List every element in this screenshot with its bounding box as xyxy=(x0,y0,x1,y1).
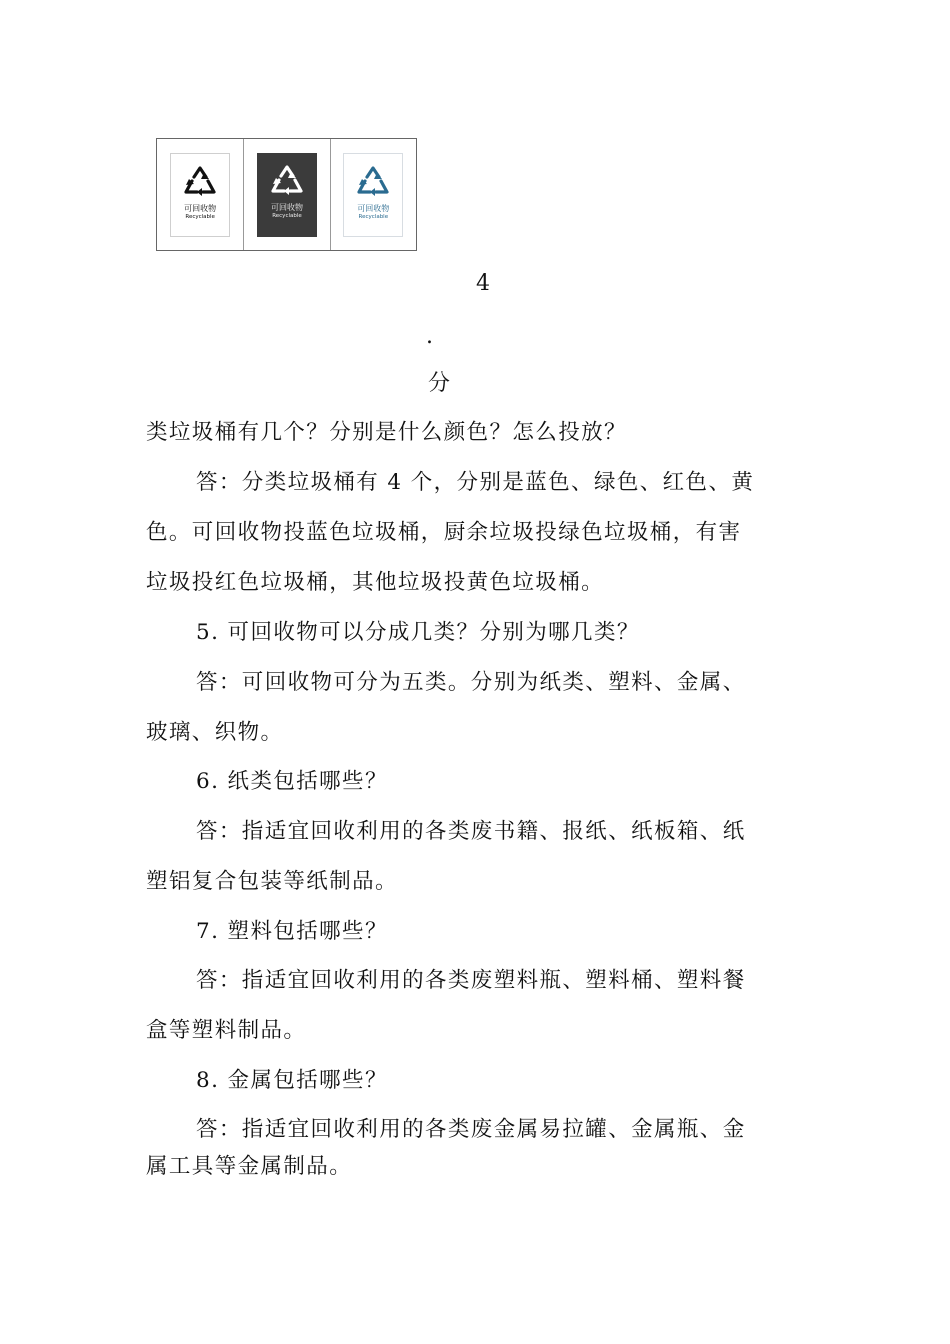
recyclable-card-blue xyxy=(343,153,403,237)
recyclable-label-cn: 可回收物 xyxy=(270,202,303,212)
recyclable-label-en: Recyclable xyxy=(358,213,389,220)
recyclable-card-white xyxy=(170,153,230,237)
question-5-text: 5. 可回收物可以分成几类？分别为哪几类？ xyxy=(196,620,640,645)
recyclable-card-dark xyxy=(257,153,317,237)
question-dot-fragment: . xyxy=(426,324,433,349)
recyclable-label-cn: 可回收物 xyxy=(357,203,390,213)
question-number-fragment: 4 xyxy=(476,271,490,296)
answer-8-line-1: 答：指适宜回收利用的各类废金属易拉罐、金属瓶、金 xyxy=(196,1117,746,1142)
answer-8-line-2: 属工具等金属制品。 xyxy=(146,1154,353,1179)
question-8-text: 8. 金属包括哪些？ xyxy=(196,1068,388,1093)
answer-5-line-2: 玻璃、织物。 xyxy=(146,720,284,745)
answer-7-line-1: 答：指适宜回收利用的各类废塑料瓶、塑料桶、塑料餐 xyxy=(196,968,746,993)
recyclable-icon-cell-dark xyxy=(243,139,329,250)
answer-4-line-1: 答：分类垃圾桶有 4 个，分别是蓝色、绿色、红色、黄 xyxy=(196,470,755,495)
question-7-text: 7. 塑料包括哪些？ xyxy=(196,919,388,944)
answer-6-line-1: 答：指适宜回收利用的各类废书籍、报纸、纸板箱、纸 xyxy=(196,819,746,844)
recyclable-label-cn: 可回收物 xyxy=(184,203,217,213)
recyclable-label-en: Recyclable xyxy=(185,213,215,220)
answer-4-line-3: 垃圾投红色垃圾桶，其他垃圾投黄色垃圾桶。 xyxy=(146,570,605,595)
recycle-icon xyxy=(353,164,393,200)
recyclable-label-en: Recyclable xyxy=(272,212,302,219)
recyclable-icon-cell-white xyxy=(157,139,243,250)
question-char-fragment: 分 xyxy=(428,371,451,396)
recyclable-icon-cell-blue xyxy=(330,139,416,250)
recycle-icon xyxy=(180,164,220,200)
question-6-text: 6. 纸类包括哪些？ xyxy=(196,769,388,794)
recycle-icon xyxy=(267,163,307,199)
answer-7-line-2: 盒等塑料制品。 xyxy=(146,1018,307,1043)
recyclable-icons-image xyxy=(156,138,417,251)
answer-5-line-1: 答：可回收物可分为五类。分别为纸类、塑料、金属、 xyxy=(196,670,746,695)
answer-4-line-2: 色。可回收物投蓝色垃圾桶，厨余垃圾投绿色垃圾桶，有害 xyxy=(146,520,742,545)
answer-6-line-2: 塑铝复合包装等纸制品。 xyxy=(146,869,398,894)
question-4-text: 类垃圾桶有几个？分别是什么颜色？怎么投放？ xyxy=(146,420,627,445)
